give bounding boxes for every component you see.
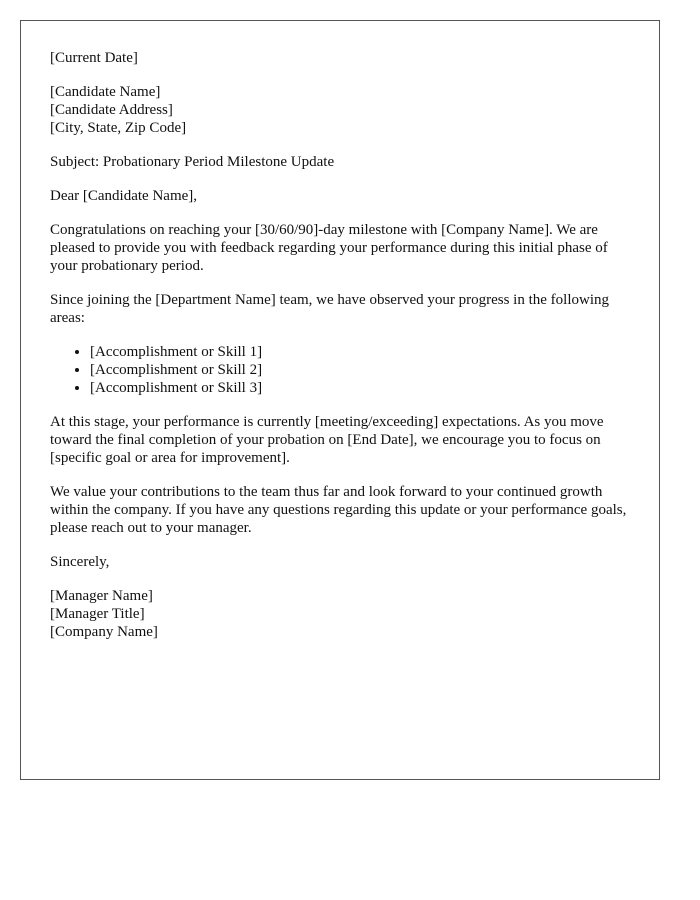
signature-name: [Manager Name] xyxy=(50,588,153,604)
paragraph-closing-note: We value your contributions to the team thus far and look forward to your continued growth within the company. If you have any questions regarding this update or your performance goals, please reach out to your manager. xyxy=(50,484,627,536)
recipient-address: [Candidate Address] xyxy=(50,102,173,118)
letter-date: [Current Date] xyxy=(50,50,138,66)
recipient-city-state-zip: [City, State, Zip Code] xyxy=(50,120,187,136)
signature-company: [Company Name] xyxy=(50,624,158,640)
letter-sign-off: Sincerely, xyxy=(50,554,110,570)
recipient-block xyxy=(50,83,635,137)
list-item: • [Accomplishment or Skill 3] xyxy=(90,379,635,397)
accomplishments-list xyxy=(50,343,635,397)
recipient-name: [Candidate Name] xyxy=(50,84,161,100)
list-item: • [Accomplishment or Skill 2] xyxy=(90,361,635,379)
signature-block xyxy=(50,587,635,641)
letter-salutation: Dear [Candidate Name], xyxy=(50,188,198,204)
paragraph-status: At this stage, your performance is currently [meeting/exceeding] expectations. As you move toward the final completion of your probation on [End Date], we encourage you to focus on [specific goal or area for improvement]. xyxy=(50,414,604,466)
list-item: • [Accomplishment or Skill 1] xyxy=(90,343,635,361)
paragraph-intro: Congratulations on reaching your [30/60/90]-day milestone with [Company Name]. We are pleased to provide you with feedback regarding your performance during this initial phase of your probationary period. xyxy=(50,222,608,274)
letter-frame xyxy=(20,20,660,780)
signature-title: [Manager Title] xyxy=(50,606,145,622)
paragraph-progress-lead: Since joining the [Department Name] team, we have observed your progress in the following areas: xyxy=(50,292,610,326)
letter-subject: Subject: Probationary Period Milestone Update xyxy=(50,154,335,170)
letter-body xyxy=(50,49,635,657)
